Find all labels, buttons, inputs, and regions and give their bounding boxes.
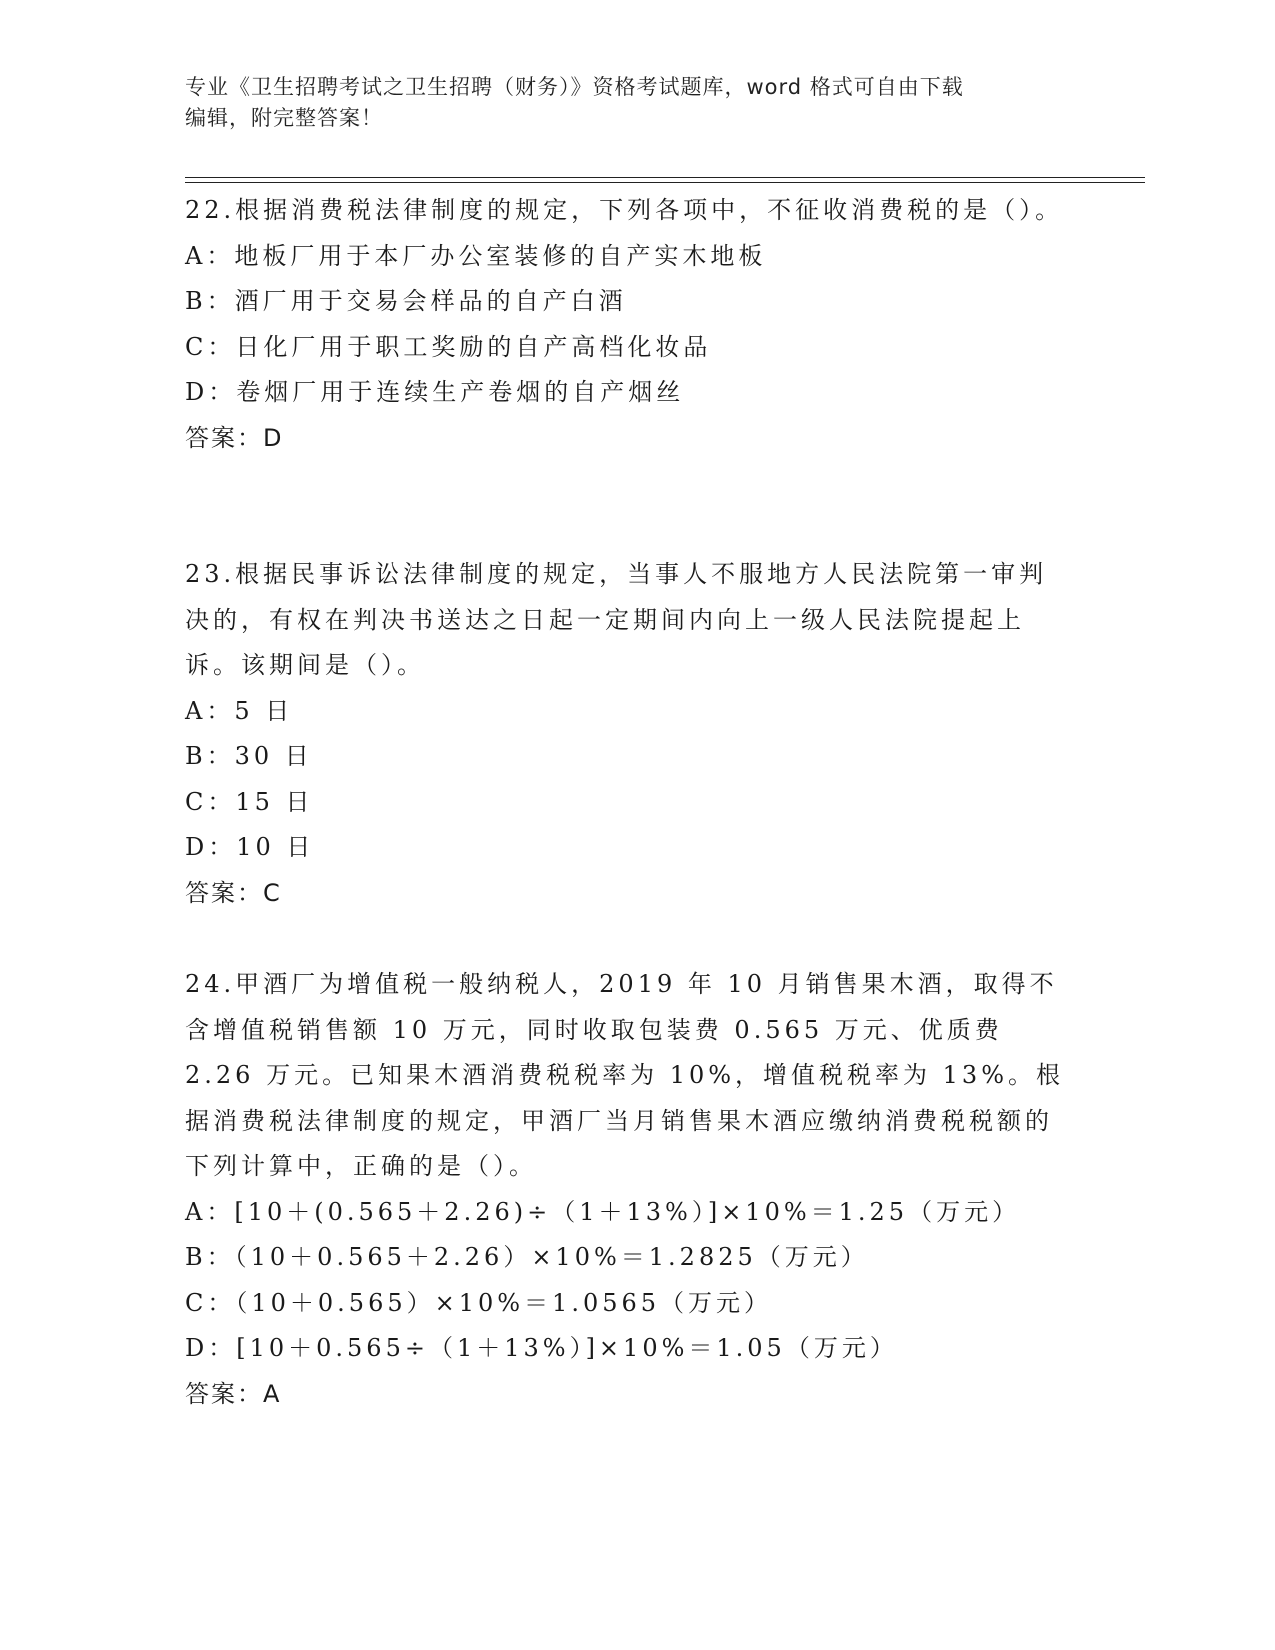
option-c: C：（10＋0.565）×10%＝1.0565（万元） [185,1288,773,1317]
header-line-1: 专业《卫生招聘考试之卫生招聘（财务）》资格考试题库，word 格式可自由下载 [185,75,964,99]
option-a: A：5 日 [185,696,294,725]
question-stem: 24.甲酒厂为增值税一般纳税人，2019 年 10 月销售果木酒，取得不含增值税销售额 10 万元，同时收取包装费 0.565 万元、优质费 2.26 万元。已知果木酒消费税税率为 10%，增值税税率为 13%。根据消费税法律制度的规定，甲酒厂当月销售果木酒应缴纳消费税税额的下列计算中，正确的是（）。 [185,970,1065,1180]
option-b: B：酒厂用于交易会样品的自产白酒 [185,287,627,315]
question-stem: 23.根据民事诉讼法律制度的规定，当事人不服地方人民法院第一审判决的，有权在判决书送达之日起一定期间内向上一级人民法院提起上诉。该期间是（）。 [185,560,1048,679]
option-b: B：（10＋0.565＋2.26）×10%＝1.2825（万元） [185,1243,869,1271]
option-c: C：15 日 [185,787,314,816]
option-d: D：10 日 [185,833,315,861]
answer: 答案：C [185,878,282,907]
header-divider-bottom [185,182,1145,183]
option-a: A：[10＋(0.565＋2.26)÷（1＋13%）]×10%＝1.25（万元） [185,1197,1021,1226]
page-header [185,72,1085,134]
answer: 答案：D [185,423,284,452]
question-22 [185,188,1065,461]
option-b: B：30 日 [185,742,313,770]
header-line-2: 编辑，附完整答案！ [185,106,383,130]
option-a: A：地板厂用于本厂办公室装修的自产实木地板 [185,241,767,270]
question-23 [185,552,1065,916]
question-stem: 22.根据消费税法律制度的规定，下列各项中，不征收消费税的是（）。 [185,196,1064,224]
header-divider-top [185,177,1145,178]
option-c: C：日化厂用于职工奖励的自产高档化妆品 [185,332,712,361]
answer: 答案：A [185,1379,282,1408]
question-24 [185,962,1065,1417]
option-d: D：[10＋0.565÷（1＋13%）]×10%＝1.05（万元） [185,1334,898,1362]
option-d: D：卷烟厂用于连续生产卷烟的自产烟丝 [185,378,685,406]
